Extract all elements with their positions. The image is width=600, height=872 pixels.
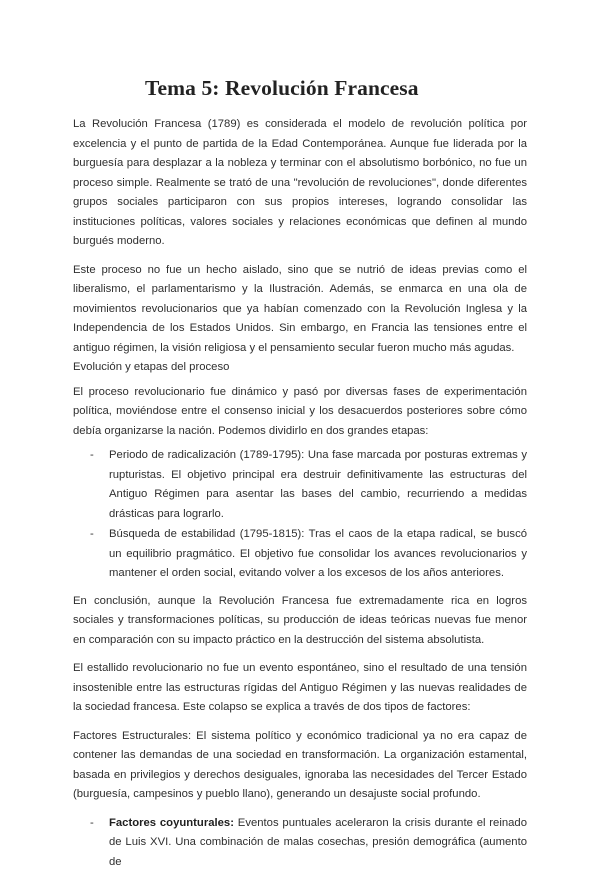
list-item-label: Factores coyunturales: [109,817,234,829]
stages-list [73,446,527,584]
list-item-text: Eventos puntuales aceleraron la crisis durante el reinado de Luis XVI. Una combinación de malas cosechas, presión demográfica (aumento de [109,817,527,868]
context-text: Este proceso no fue un hecho aislado, sino que se nutrió de ideas previas como el liberalismo, el parlamentarismo y la Ilustración. Además, se enmarca en una ola de movimientos revolucionarios que ya habían comenzado con la Revolución Inglesa y la Independencia de los Estados Unidos. Sin embargo, en Francia las tensiones entre el antiguo régimen, la visión religiosa y el pensamiento secular fueron mucho más agudas. [73,264,527,354]
outbreak-paragraph: El estallido revolucionario no fue un evento espontáneo, sino el resultado de una tensión insostenible entre las estructuras rígidas del Antiguo Régimen y las nuevas realidades de la sociedad francesa. Este colapso se explica a través de dos tipos de factores: [73,659,527,718]
context-paragraph [73,261,527,378]
list-item-text: Búsqueda de estabilidad (1795-1815): Tras el caos de la etapa radical, se buscó un equilibrio pragmático. El objetivo fue consolidar los avances revolucionarios y mantener el orden social, evitando volver a los excesos de los años anteriores. [109,528,527,579]
list-item-text: Periodo de radicalización (1789-1795): Una fase marcada por posturas extremas y rupturistas. El objetivo principal era destruir definitivamente las estructuras del Antiguo Régimen para asentar las bases del cambio, recurriendo a medidas drásticas para lograrlo. [109,449,527,520]
list-item [73,525,527,584]
page-title: Tema 5: Revolución Francesa [145,76,527,101]
list-item [73,446,527,524]
intro-paragraph: La Revolución Francesa (1789) es considerada el modelo de revolución política por excelencia y el punto de partida de la Edad Contemporánea. Aunque fue liderada por la burguesía para desplazar a la nobleza y terminar con el absolutismo borbónico, no fue un proceso simple. Realmente se trató de una "revolución de revoluciones", donde diferentes grupos sociales participaron con sus propios intereses, logrando consolidar las instituciones políticas, valores sociales y relaciones económicas que definen al mundo burgués moderno. [73,115,527,252]
section-heading: Evolución y etapas del proceso [73,361,229,373]
factors-list [73,814,527,872]
dash-bullet: - [90,814,94,834]
dash-bullet: - [90,446,94,466]
list-item [73,814,527,872]
process-paragraph: El proceso revolucionario fue dinámico y pasó por diversas fases de experimentación política, moviéndose entre el consenso inicial y los desacuerdos posteriores sobre cómo debía organizarse la nación. Podemos dividirlo en dos grandes etapas: [73,383,527,442]
structural-factors-paragraph: Factores Estructurales: El sistema político y económico tradicional ya no era capaz de contener las demandas de una sociedad en transformación. La organización estamental, basada en privilegios y derechos desiguales, ignoraba las necesidades del Tercer Estado (burguesía, campesinos y pueblo llano), generando un desajuste social profundo. [73,727,527,805]
dash-bullet: - [90,525,94,545]
conclusion-paragraph: En conclusión, aunque la Revolución Francesa fue extremadamente rica en logros sociales y transformaciones políticas, su producción de ideas teóricas nuevas fue menor en comparación con su impacto práctico en la destrucción del sistema absolutista. [73,592,527,651]
